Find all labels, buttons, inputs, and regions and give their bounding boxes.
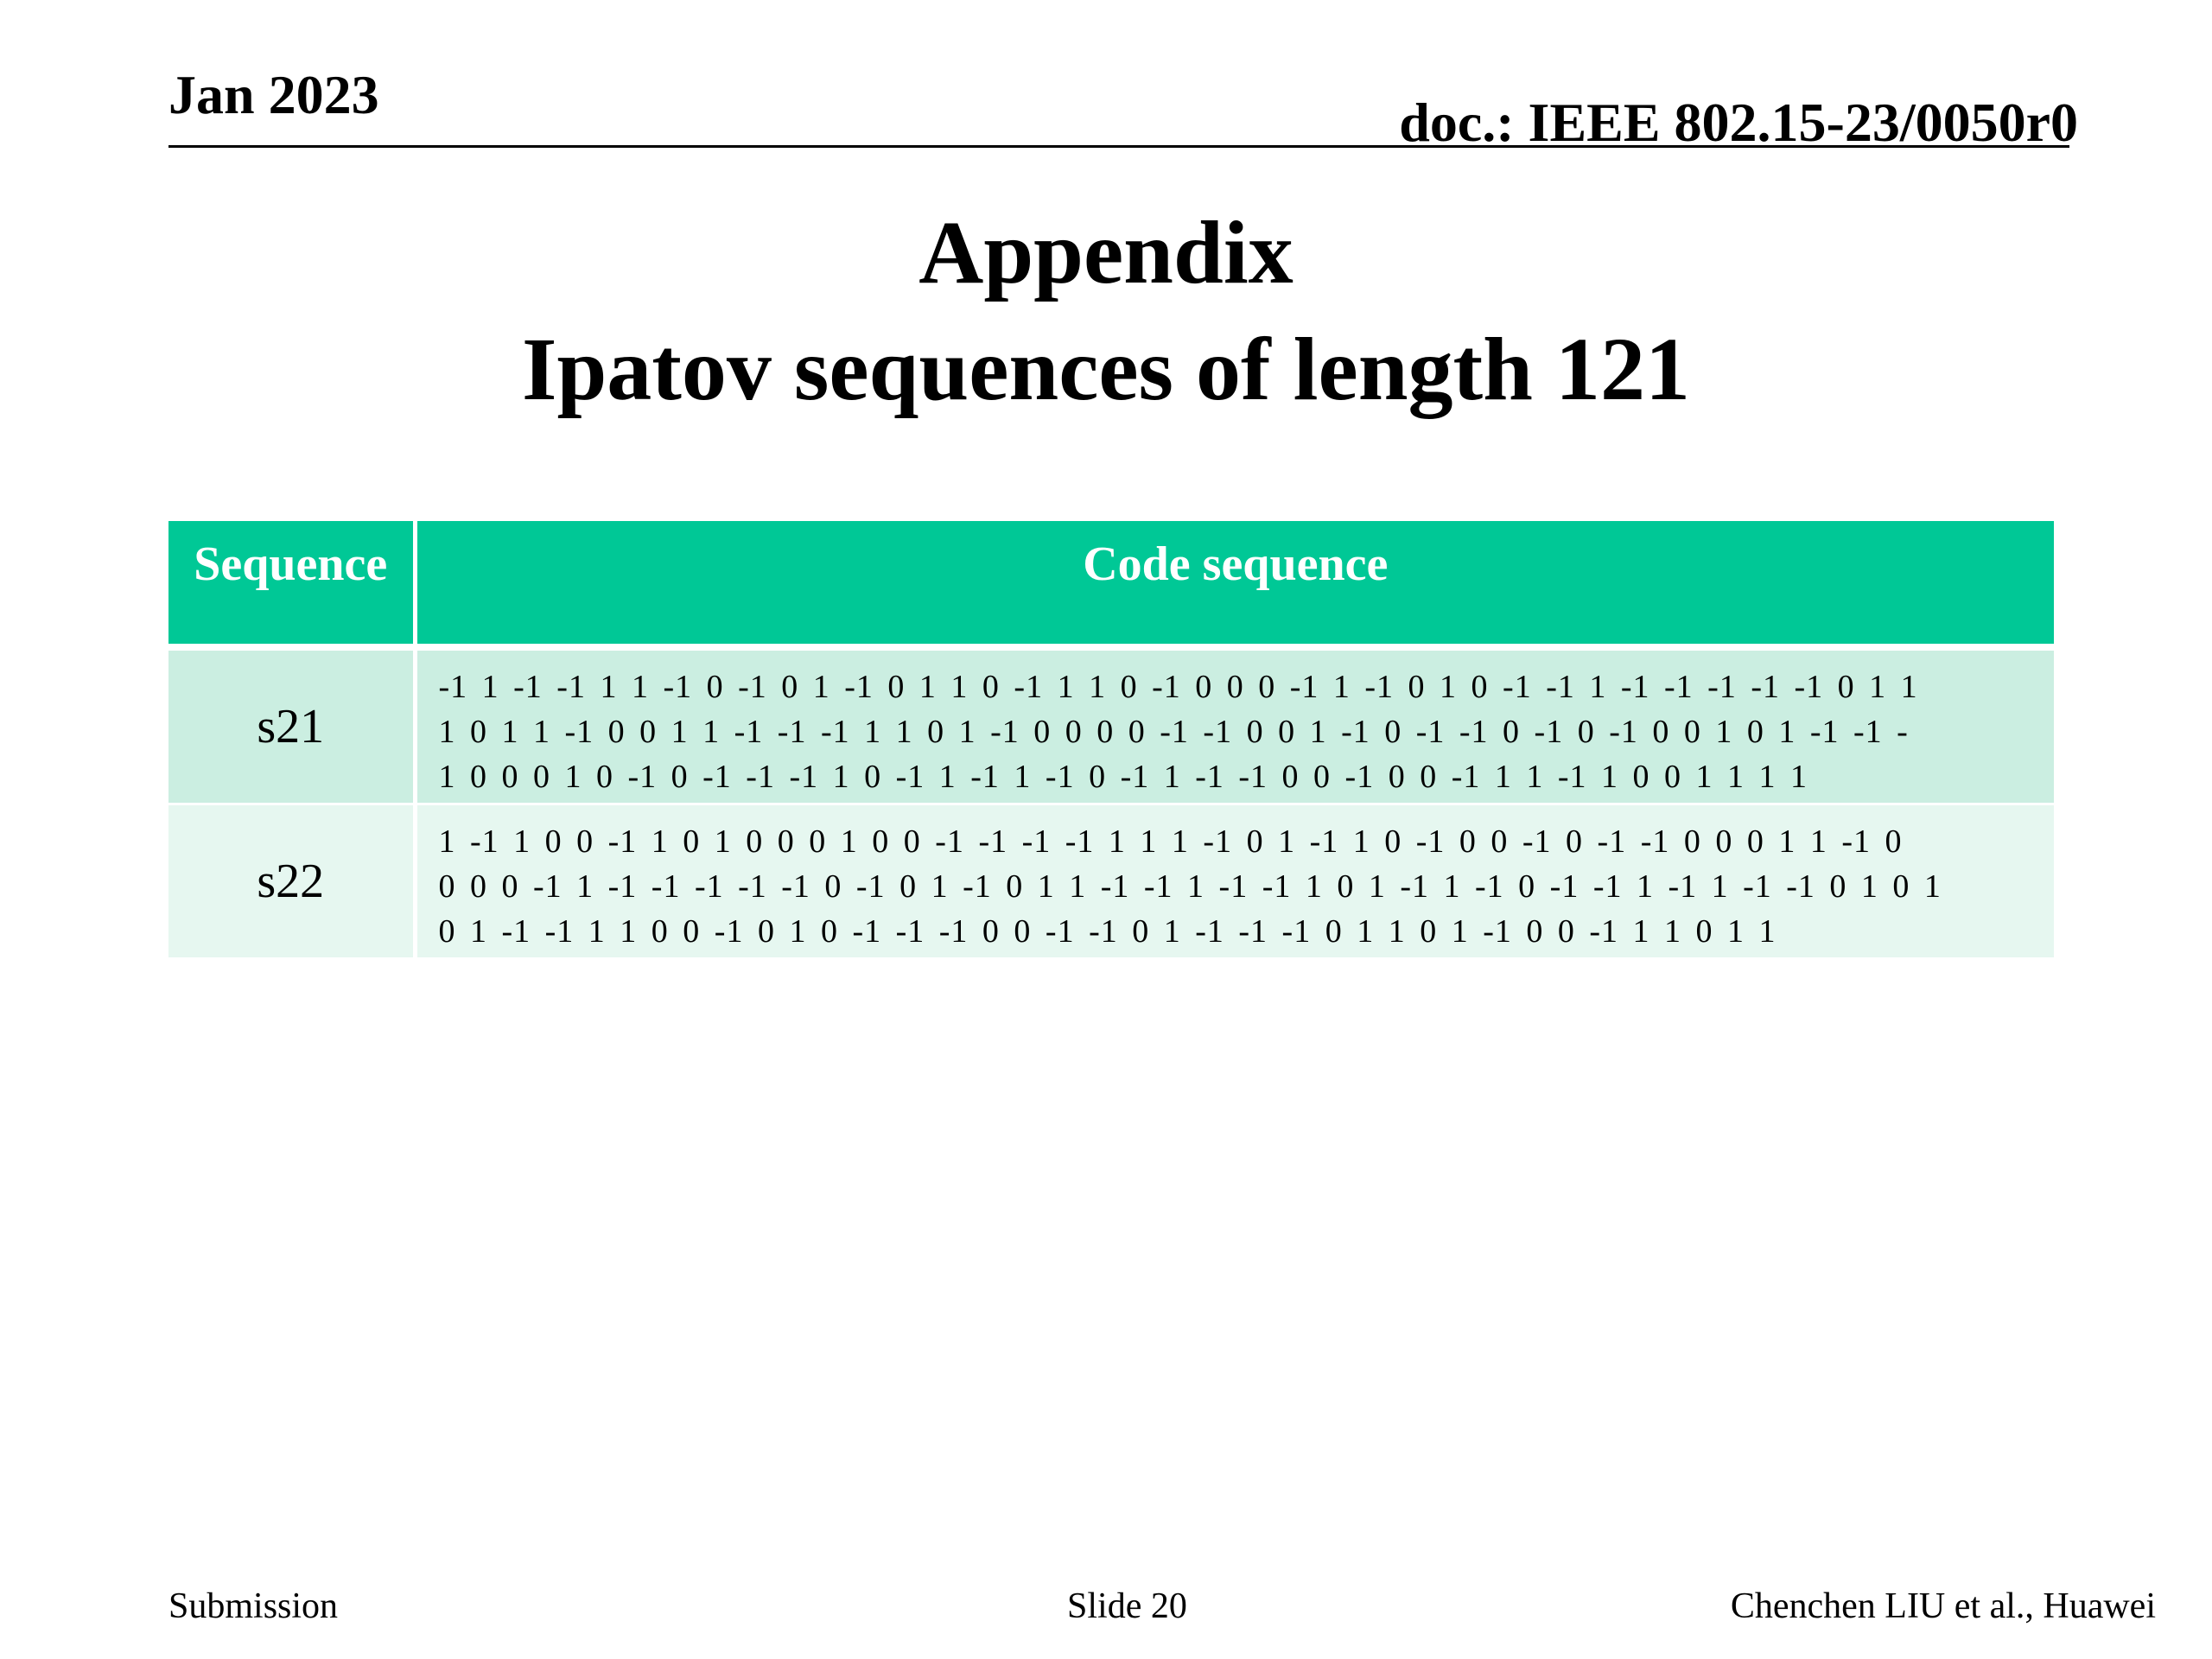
sequence-name: s21 (168, 647, 415, 804)
table-header-row (168, 521, 2054, 647)
footer-author: Chenchen LIU et al., Huawei (1730, 1586, 2156, 1626)
column-header-sequence: Sequence (168, 521, 415, 647)
code-line: 1 0 1 1 -1 0 0 1 1 -1 -1 -1 1 1 0 1 -1 0 0 0 0 -1 -1 0 0 1 -1 0 -1 -1 0 -1 0 -1 0 0 1 0 1 -1 -1 - (438, 714, 1909, 750)
header-doc-id: doc.: IEEE 802.15-23/0050r0 (1399, 92, 2078, 153)
sequence-table (168, 521, 2054, 960)
code-line: 0 1 -1 -1 1 1 0 0 -1 0 1 0 -1 -1 -1 0 0 -1 -1 0 1 -1 -1 -1 0 1 1 0 1 -1 0 0 -1 1 1 0 1 1 (438, 913, 1777, 950)
code-line: -1 1 -1 -1 1 1 -1 0 -1 0 1 -1 0 1 1 0 -1 1 1 0 -1 0 0 0 -1 1 -1 0 1 0 -1 -1 1 -1 -1 -1 -1 -1 0 1 1 (438, 669, 1918, 705)
column-header-code-sequence: Code sequence (415, 521, 2054, 647)
code-sequence (415, 647, 2054, 804)
header-date: Jan 2023 (168, 64, 379, 125)
footer-submission: Submission (168, 1586, 339, 1626)
title-line-1: Appendix (918, 203, 1294, 302)
title-line-2: Ipatov sequences of length 121 (521, 320, 1691, 419)
sequence-name: s22 (168, 804, 415, 959)
code-line: 0 0 0 -1 1 -1 -1 -1 -1 -1 0 -1 0 1 -1 0 1 1 -1 -1 1 -1 -1 1 0 1 -1 1 -1 0 -1 -1 1 -1 1 -1 -1 0 1 0 1 (438, 868, 1942, 905)
code-line: 1 0 0 0 1 0 -1 0 -1 -1 -1 1 0 -1 1 -1 1 -1 0 -1 1 -1 -1 0 0 -1 0 0 -1 1 1 -1 1 0 0 1 1 1 1 (438, 759, 1808, 795)
table-row (168, 647, 2054, 804)
header-divider (168, 145, 2069, 148)
code-sequence (415, 804, 2054, 959)
footer-slide-number: Slide 20 (1067, 1586, 1187, 1626)
slide-title (0, 194, 2212, 428)
table-row (168, 804, 2054, 959)
code-line: 1 -1 1 0 0 -1 1 0 1 0 0 0 1 0 0 -1 -1 -1 -1 1 1 1 -1 0 1 -1 1 0 -1 0 0 -1 0 -1 -1 0 0 0 1 1 -1 0 (438, 823, 1903, 860)
